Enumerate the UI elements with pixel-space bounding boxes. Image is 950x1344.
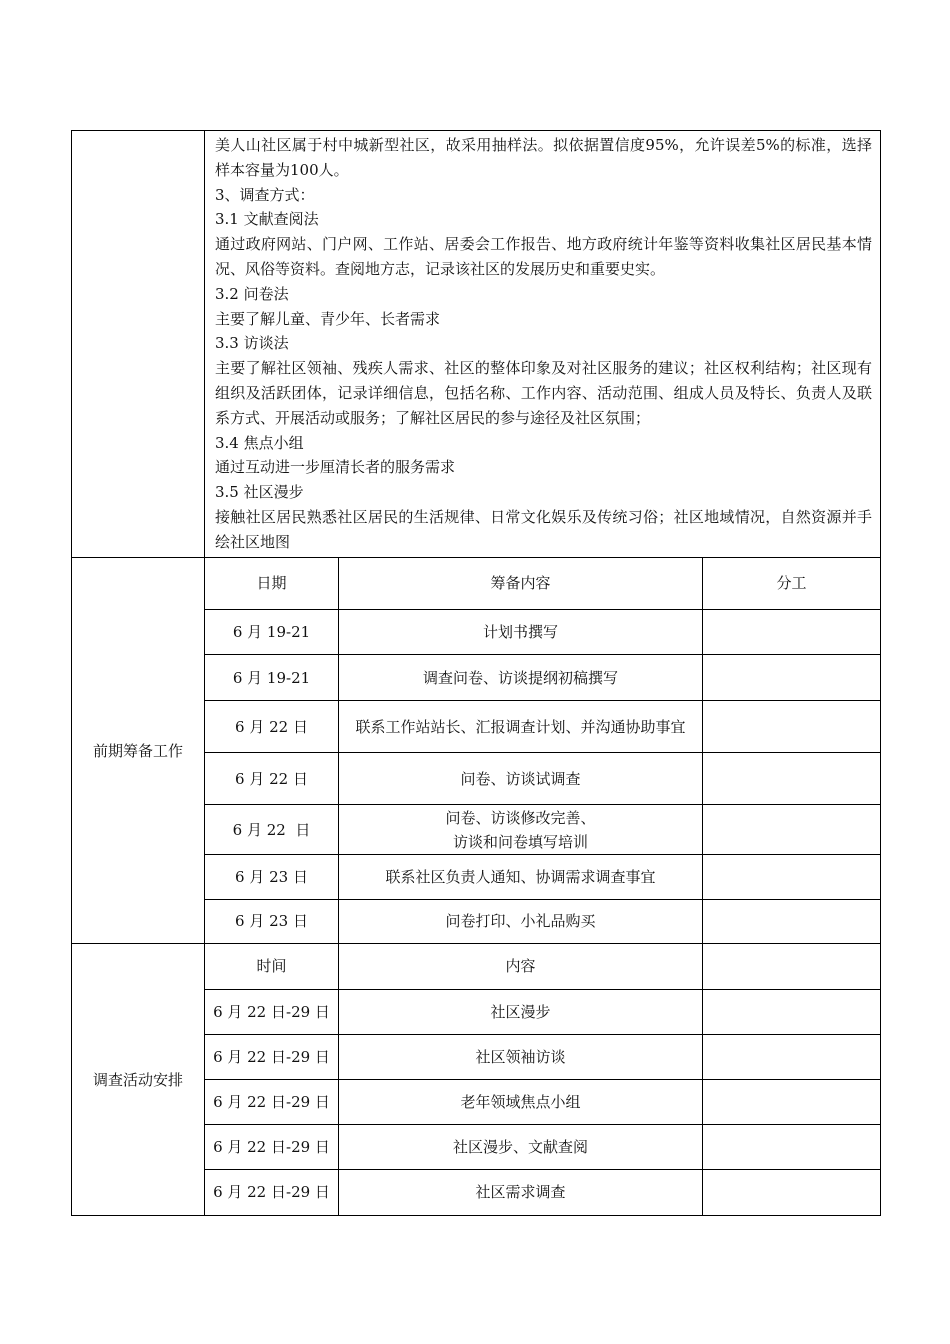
prep-assignment [703, 753, 881, 805]
prep-section [72, 557, 881, 943]
activity-extra [703, 1035, 881, 1080]
table-row [205, 655, 880, 701]
document-page [71, 130, 881, 1216]
method-line: 3.3 访谈法 [215, 334, 289, 353]
prep-header-content: 筹备内容 [339, 558, 703, 610]
activity-extra [703, 1125, 881, 1170]
prep-date: 6 月 19-21 [205, 655, 339, 701]
prep-header-row [205, 558, 880, 610]
prep-assignment [703, 610, 881, 655]
method-description [205, 131, 881, 558]
prep-date: 6 月 19-21 [205, 610, 339, 655]
activity-header-row [205, 944, 880, 990]
method-line: 3.1 文献查阅法 [215, 210, 319, 229]
activity-content: 社区需求调查 [339, 1170, 703, 1215]
prep-date: 6 月 23 日 [205, 900, 339, 943]
method-line: 通过政府网站、门户网、工作站、居委会工作报告、地方政府统计年鉴等资料收集社区居民基本情况、风俗等资料。查阅地方志，记录该社区的发展历史和重要史实。 [215, 235, 872, 278]
prep-content: 调查问卷、访谈提纲初稿撰写 [339, 655, 703, 701]
prep-label: 前期筹备工作 [72, 557, 205, 943]
prep-content: 问卷、访谈修改完善、 访谈和问卷填写培训 [339, 805, 703, 855]
table-row [205, 1035, 880, 1080]
activity-content: 社区漫步、文献查阅 [339, 1125, 703, 1170]
prep-content: 联系社区负责人通知、协调需求调查事宜 [339, 855, 703, 900]
activity-extra [703, 990, 881, 1035]
activity-time: 6 月 22 日-29 日 [205, 1170, 339, 1215]
activity-time: 6 月 22 日-29 日 [205, 990, 339, 1035]
activity-time: 6 月 22 日-29 日 [205, 1080, 339, 1125]
prep-content: 计划书撰写 [339, 610, 703, 655]
activity-content: 社区漫步 [339, 990, 703, 1035]
activity-content: 社区领袖访谈 [339, 1035, 703, 1080]
table-row [205, 1125, 880, 1170]
activity-schedule-cell [205, 943, 881, 1215]
prep-date: 6 月 22 日 [205, 701, 339, 753]
method-line: 3.5 社区漫步 [215, 483, 304, 502]
prep-header-date: 日期 [205, 558, 339, 610]
prep-assignment [703, 900, 881, 943]
method-line: 美人山社区属于村中城新型社区，故采用抽样法。拟依据置信度95%，允许误差5%的标准，选择样本容量为100人。 [215, 136, 872, 179]
activity-header-time: 时间 [205, 944, 339, 990]
activity-section [72, 943, 881, 1215]
activity-time: 6 月 22 日-29 日 [205, 1125, 339, 1170]
prep-assignment [703, 805, 881, 855]
prep-assignment [703, 655, 881, 701]
table-row [205, 1170, 880, 1215]
table-row [205, 855, 880, 900]
table-row [205, 900, 880, 943]
plan-table [71, 130, 881, 1216]
activity-schedule-table [205, 944, 880, 1215]
prep-content: 问卷打印、小礼品购买 [339, 900, 703, 943]
method-label-cell [72, 131, 205, 558]
table-row [205, 701, 880, 753]
prep-schedule-cell [205, 557, 881, 943]
activity-time: 6 月 22 日-29 日 [205, 1035, 339, 1080]
table-row [205, 753, 880, 805]
method-line: 3.4 焦点小组 [215, 433, 304, 452]
activity-header-blank [703, 944, 881, 990]
prep-date: 6 月 22 日 [205, 753, 339, 805]
method-row [72, 131, 881, 558]
method-line: 接触社区居民熟悉社区居民的生活规律、日常文化娱乐及传统习俗；社区地域情况，自然资源并手绘社区地图 [215, 507, 872, 551]
method-line: 3.2 问卷法 [215, 284, 289, 303]
activity-label: 调查活动安排 [72, 943, 205, 1215]
prep-assignment [703, 701, 881, 753]
prep-schedule-table [205, 558, 880, 943]
table-row [205, 990, 880, 1035]
prep-content: 联系工作站站长、汇报调查计划、并沟通协助事宜 [339, 701, 703, 753]
method-line: 通过互动进一步厘清长者的服务需求 [215, 458, 456, 477]
activity-content: 老年领域焦点小组 [339, 1080, 703, 1125]
activity-extra [703, 1170, 881, 1215]
prep-content: 问卷、访谈试调查 [339, 753, 703, 805]
table-row [205, 1080, 880, 1125]
prep-assignment [703, 855, 881, 900]
method-line: 主要了解儿童、青少年、长者需求 [215, 309, 441, 328]
prep-header-assignment: 分工 [703, 558, 881, 610]
method-line: 主要了解社区领袖、残疾人需求、社区的整体印象及对社区服务的建议；社区权利结构；社区现有组织及活跃团体，记录详细信息，包括名称、工作内容、活动范围、组成人员及特长、负责人及联系方式、开展活动或服务；了解社区居民的参与途径及社区氛围； [215, 359, 872, 427]
method-line: 3、调查方式： [215, 185, 315, 204]
table-row [205, 610, 880, 655]
prep-date: 6 月 22 日 [205, 805, 339, 855]
activity-extra [703, 1080, 881, 1125]
prep-date: 6 月 23 日 [205, 855, 339, 900]
table-row [205, 805, 880, 855]
activity-header-content: 内容 [339, 944, 703, 990]
